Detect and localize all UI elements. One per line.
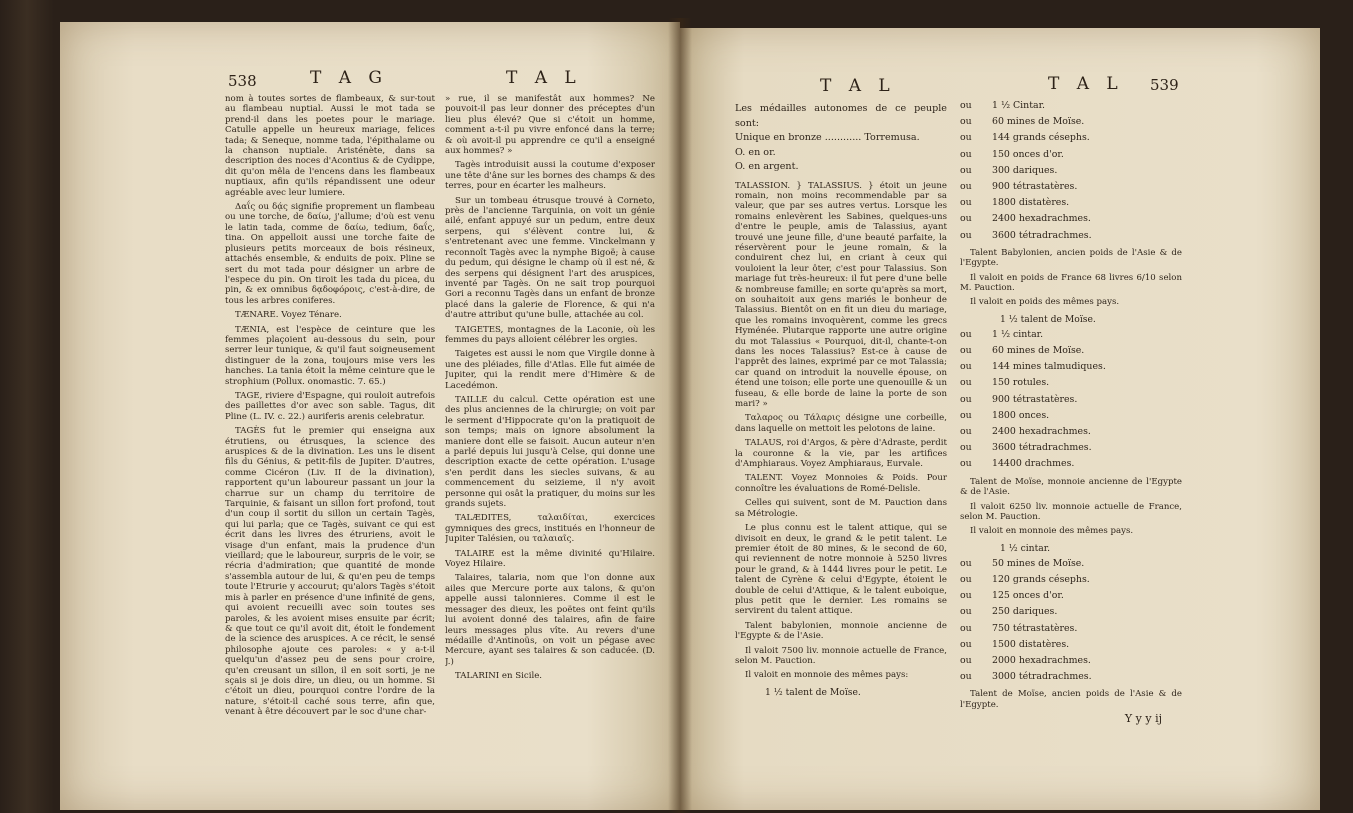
list-item: ou 125 onces d'or. <box>960 590 1064 602</box>
list-item: ou 1500 distatères. <box>960 638 1070 650</box>
paragraph: Sur un tombeau étrusque trouvé à Corneto, près de l'ancienne Tarquinia, on voit un génie ailé, enfant appuyé sur un pedum, entre deux serpens, qui s'élèvent contre lui, & s'entretenant avec une femme. Vinckelmann y reconnoît Tagès avec la nymphe Bigoë; à cause du pedum, qui désigne le champ où il est né, & des serpens qui désignent l'art des aruspices, inventé par Tagès. On ne sait trop pourquoi Gori a reconnu Tagès dans un enfant de bronze placé dans la galerie de Florence, & qui n'a d'autre attribut qu'une bulle, attachée au col. <box>445 195 655 321</box>
paragraph: Ταλαρος ou Τάλαρις désigne une corbeille, dans laquelle on mettoit les pelotons de laine. <box>735 413 947 434</box>
last-line: 1 ½ talent de Moïse. <box>765 686 861 698</box>
list-item: ou 1 ½ Cintar. <box>960 100 1046 111</box>
list-item: ou 250 dariques. <box>960 606 1058 618</box>
list-item: ou 120 grands césephs. <box>960 573 1090 585</box>
paragraph: Tagès introduisit aussi la coutume d'exposer une tête d'âne sur les bornes des champs & des terres, pour en écarter les malheurs. <box>445 160 655 192</box>
paragraph: TAGE, riviere d'Espagne, qui rouloit autrefois des paillettes d'or avec son sable. Tagus, dit Pline (L. IV. c. 22.) auriferis arenis celebratur. <box>225 390 435 422</box>
value-list-2 <box>960 327 1182 473</box>
paragraph: TÆNIA, est l'espèce de ceinture que les femmes plaçoient au-dessous du sein, pour serrer leur tunique, & qu'il faut soigneusement distinguer de la zona, toujours mise vers les hanches. La tania étoit la même ceinture que le strophium (Pollux. onomastic. 7. 65.) <box>225 324 435 387</box>
book-gutter <box>668 18 692 813</box>
list-first: 1 ½ talent de Moïse. <box>1000 313 1096 325</box>
medals-intro: Les médailles autonomes de ce peuple sont: <box>735 103 947 129</box>
running-head-left: T A G <box>310 68 389 88</box>
list-item: ou 900 tétrastatères. <box>960 393 1078 405</box>
list-item: ou 2000 hexadrachmes. <box>960 654 1091 666</box>
paragraph: » rue, il se manifestât aux hommes? Ne pouvoit-il pas leur donner des préceptes d'un lieu plus élevé? Que si c'étoit un homme, comment a-t-il pu vivre enfoncé dans la terre; & où avoit-il pu apprendre ce qu'il a enseigné aux hommes? » <box>445 94 655 157</box>
paragraph: Talent de Moïse, ancien poids de l'Asie & de l'Egypte. <box>960 689 1182 710</box>
medal-line: O. en argent. <box>735 161 799 172</box>
paragraph: Celles qui suivent, sont de M. Pauction dans sa Métrologie. <box>735 498 947 519</box>
paragraph: Il valoit 6250 liv. monnoie actuelle de France, selon M. Pauction. <box>960 501 1182 522</box>
paragraph: TALÆDITES, ταλαιδίται, exercices gymniques des grecs, institués en l'honneur de Jupiter Talésien, ou ταλαιαῖς. <box>445 513 655 545</box>
medal-line: O. en or. <box>735 146 776 158</box>
list-item: ou 900 tétrastatères. <box>960 181 1078 193</box>
paragraph: Δαΐς ou δᾴς signifie proprement un flambeau ou une torche, de δαίω, j'allume; d'où est venu le latin tada, comme de δαίω, tedium, δαΐς, tina. On appelloit aussi une torche faite de plusieurs petits morceaux de bois résineux, attachés ensemble, & enduits de poix. Pline se sert du mot tada pour désigner un arbre de l'espece du pin. On tiroit les tada du picea, du pin, & ex omnibus δᾳδοφόροις, c'est-à-dire, de tous les arbres coniferes. <box>225 202 435 306</box>
paragraph: Talaires, talaria, nom que l'on donne aux ailes que Mercure porte aux talons, & qu'on appelle aussi talonnieres. Comme il est le messager des dieux, les poëtes ont feint qu'ils lui avoient donné des talaires, afin de faire leurs messages plus vîte. Au revers d'une médaille d'Antinoüs, on voit un pégase avec Mercure, ayant ses talaires & son caducée. (D. J.) <box>445 573 655 667</box>
list-item: ou 750 tétrastatères. <box>960 622 1078 634</box>
paragraph: Talent babylonien, monnoie ancienne de l'Egypte & de l'Asie. <box>735 620 947 642</box>
left-column-1 <box>225 94 435 806</box>
list-item: ou 60 mines de Moïse. <box>960 345 1085 357</box>
paragraph: TALAUS, roi d'Argos, & père d'Adraste, perdit la couronne & la vie, par les artifices d'Amphiaraus. Voyez Amphiaraus, Eurvale. <box>735 438 947 470</box>
paragraph: Il valoit en monnoie des mêmes pays. <box>970 526 1134 537</box>
right-page <box>680 28 1320 810</box>
list-item: ou 3600 tétradrachmes. <box>960 229 1092 241</box>
list-item: ou 14400 drachmes. <box>960 458 1075 470</box>
running-head-right: T A L <box>506 68 582 88</box>
list-item: ou 1800 onces. <box>960 409 1050 421</box>
paragraph: Il valoit en poids des mêmes pays. <box>970 297 1120 308</box>
medal-line: Unique en bronze ............ Torremusa. <box>735 132 920 143</box>
list-item: ou 3000 tétradrachmes. <box>960 671 1092 683</box>
paragraph: TALENT. Voyez Monnoies & Poids. Pour connoître les évaluations de Romé-Delisle. <box>735 473 947 494</box>
list-item: ou 144 mines talmudiques. <box>960 361 1106 373</box>
signature-mark: Y y y ij <box>1124 712 1162 726</box>
value-list-3 <box>960 556 1182 686</box>
list-item: ou 1 ½ cintar. <box>960 328 1044 340</box>
paragraph: TÆNARE. Voyez Ténare. <box>235 310 342 321</box>
paragraph: Talent de Moïse, monnoie ancienne de l'Egypte & de l'Asie. <box>960 476 1182 498</box>
paragraph: TAILLE du calcul. Cette opération est une des plus anciennes de la chirurgie; on voit par le serment d'Hippocrate qu'on la pratiquoit de son temps; mais on ignore absolument la maniere dont elle se faisoit. Aucun auteur n'en a parlé depuis lui jusqu'à Celse, qui donne une description exacte de cette opération. L'usage s'en perdit dans les siecles suivans, & au commencement du seizieme, il n'y avoit personne qui osât la pratiquer, du moins sur les grands sujets. <box>445 394 655 510</box>
list-item: ou 1800 distatères. <box>960 197 1070 209</box>
page-number-right: 539 <box>1150 76 1179 94</box>
paragraph: TAGÈS fut le premier qui enseigna aux étrutiens, ou étrusques, la science des aruspices & de la divination. Les uns le disent fils du Génius, & petit-fils de Jupiter. D'autres, comme Cicéron (Liv. II de la divination), rapportent qu'un laboureur passant un jour la charrue sur un champ du territoire de Tarquinie, & faisant un sillon fort profond, tout d'un coup il sortit du sillon un certain Tagès, qui lui parla; que ce Tagès, suivant ce qui est écrit dans les livres des étruriens, avoit le visage d'un enfant, mais la prudence d'un vieillard; que le laboureur, surpris de le voir, se récria d'admiration; que quantité de monde s'assembla autour de lui, & qu'en peu de temps toute l'Etrurie y accourut; qu'alors Tagès s'étoit mis à parler en présence d'une infinité de gens, qui avoient recueilli avec soin toutes ses paroles, & les avoient mises ensuite par écrit; & que tout ce qu'il avoit dit, étoit le fondement de la science des aruspices. A ce récit, le sensé philosophe ajoute ces paroles: « y a-t-il quelqu'un d'assez peu de sens pour croire, qu'en creusant un sillon, il en soit sorti, je ne sçais si je dois dire, un dieu, ou un homme. Si c'étoit un dieu, pourquoi contre l'ordre de la nature, s'étoit-il caché sous terre, afin que, venant à être découvert par le soc d'une char- <box>225 426 435 718</box>
paragraph: TALARINI en Sicile. <box>455 671 543 682</box>
list-item: ou 2400 hexadrachmes. <box>960 426 1091 438</box>
paragraph: Le plus connu est le talent attique, qui se divisoit en deux, le grand & le petit talent. Le premier étoit de 80 mines, & le second de 60, qui reviennent de notre monnoie à 5250 livres pour le grand, & à 1444 livres pour le petit. Le talent de Cyrène & celui d'Egypte, étoient le double de celui d'Attique, & le talent euboique, plus petit que le dernier. Les romains se servirent du talent attique. <box>735 523 947 617</box>
list-first: 1 ½ cintar. <box>1000 542 1051 554</box>
paragraph: Taigetes est aussi le nom que Virgile donne à une des pléiades, fille d'Atlas. Elle fut aimée de Jupiter, qui la rendit mere d'Himère & de Lacedémon. <box>445 349 655 391</box>
paragraph: TALAIRE est la même divinité qu'Hilaire. Voyez Hilaire. <box>445 548 655 570</box>
list-item: ou 2400 hexadrachmes. <box>960 213 1091 225</box>
paragraph: Il valoit en poids de France 68 livres 6/10 selon M. Pauction. <box>960 272 1182 294</box>
running-head-right: T A L <box>1048 74 1124 94</box>
paragraph: TALASSION. } TALASSIUS. } étoit un jeune romain, non moins recommendable par sa valeur, que par ses autres vertus. Lorsque les romains enlevèrent les Sabines, quelques-uns d'entre le peuple, amis de Talassius, ayant trouvé une jeune fille, d'une beauté parfaite, la réservèrent pour le jeune romain, & la conduirent chez lui, en criant à ceux qui vouloient la leur ôter, c'est pour Talassius. Son mariage fut très-heureux: il fut pere d'une belle & nombreuse famille; en sorte qu'après sa mort, on souhaitoit aux gens mariés le bonheur de Talassius. Bientôt on en fit un dieu du mariage, que les romains invoquèrent, comme les grecs Hyménée. Plutarque rapporte une autre origine du mot Talassius « Pourquoi, dit-il, chante-t-on dans les noces Talassius? Est-ce à cause de l'apprêt des laines, exprimé par ce mot Talassia; car quand on introduit la nouvelle épouse, on étend une toison; elle porte une quenouille & un fuseau, & elle borde de laine la porte de son mari? » <box>735 180 947 410</box>
list-item: ou 50 mines de Moïse. <box>960 557 1085 569</box>
list-item: ou 150 rotules. <box>960 377 1050 389</box>
running-head-left: T A L <box>820 76 896 96</box>
list-item: ou 150 onces d'or. <box>960 148 1064 160</box>
paragraph: Il valoit en monnoie des mêmes pays: <box>745 670 909 681</box>
left-page <box>60 22 680 810</box>
list-item: ou 60 mines de Moïse. <box>960 116 1085 128</box>
paragraph: Talent Babylonien, ancien poids de l'Asie & de l'Egypte. <box>960 247 1182 269</box>
paragraph: Il valoit 7500 liv. monnoie actuelle de France, selon M. Pauction. <box>735 645 947 666</box>
value-list-1 <box>960 98 1182 244</box>
list-item: ou 300 dariques. <box>960 164 1058 176</box>
paragraph: nom à toutes sortes de flambeaux, & sur-tout au flambeau nuptial. Aussi le mot tada se prend-il dans les poetes pour le mariage. Catulle appelle un heureux mariage, felices tada; & Seneque, nomme tada, l'épithalame ou la chanson nuptiale. Aristénète, dans sa description des noces d'Acontius & de Cydippe, dit qu'on mêla de l'encens dans les flambeaux nuptiaux, afin qu'ils répandissent une odeur agréable avec leur lumiere. <box>225 94 435 198</box>
right-column-1 <box>735 102 947 802</box>
list-item: ou 3600 tétradrachmes. <box>960 442 1092 454</box>
list-item: ou 144 grands césephs. <box>960 132 1090 144</box>
right-column-2 <box>960 98 1182 808</box>
left-column-2 <box>445 94 655 806</box>
page-number-left: 538 <box>228 72 257 90</box>
paragraph: TAIGETES, montagnes de la Laconie, où les femmes du pays alloient célébrer les orgies. <box>445 324 655 345</box>
